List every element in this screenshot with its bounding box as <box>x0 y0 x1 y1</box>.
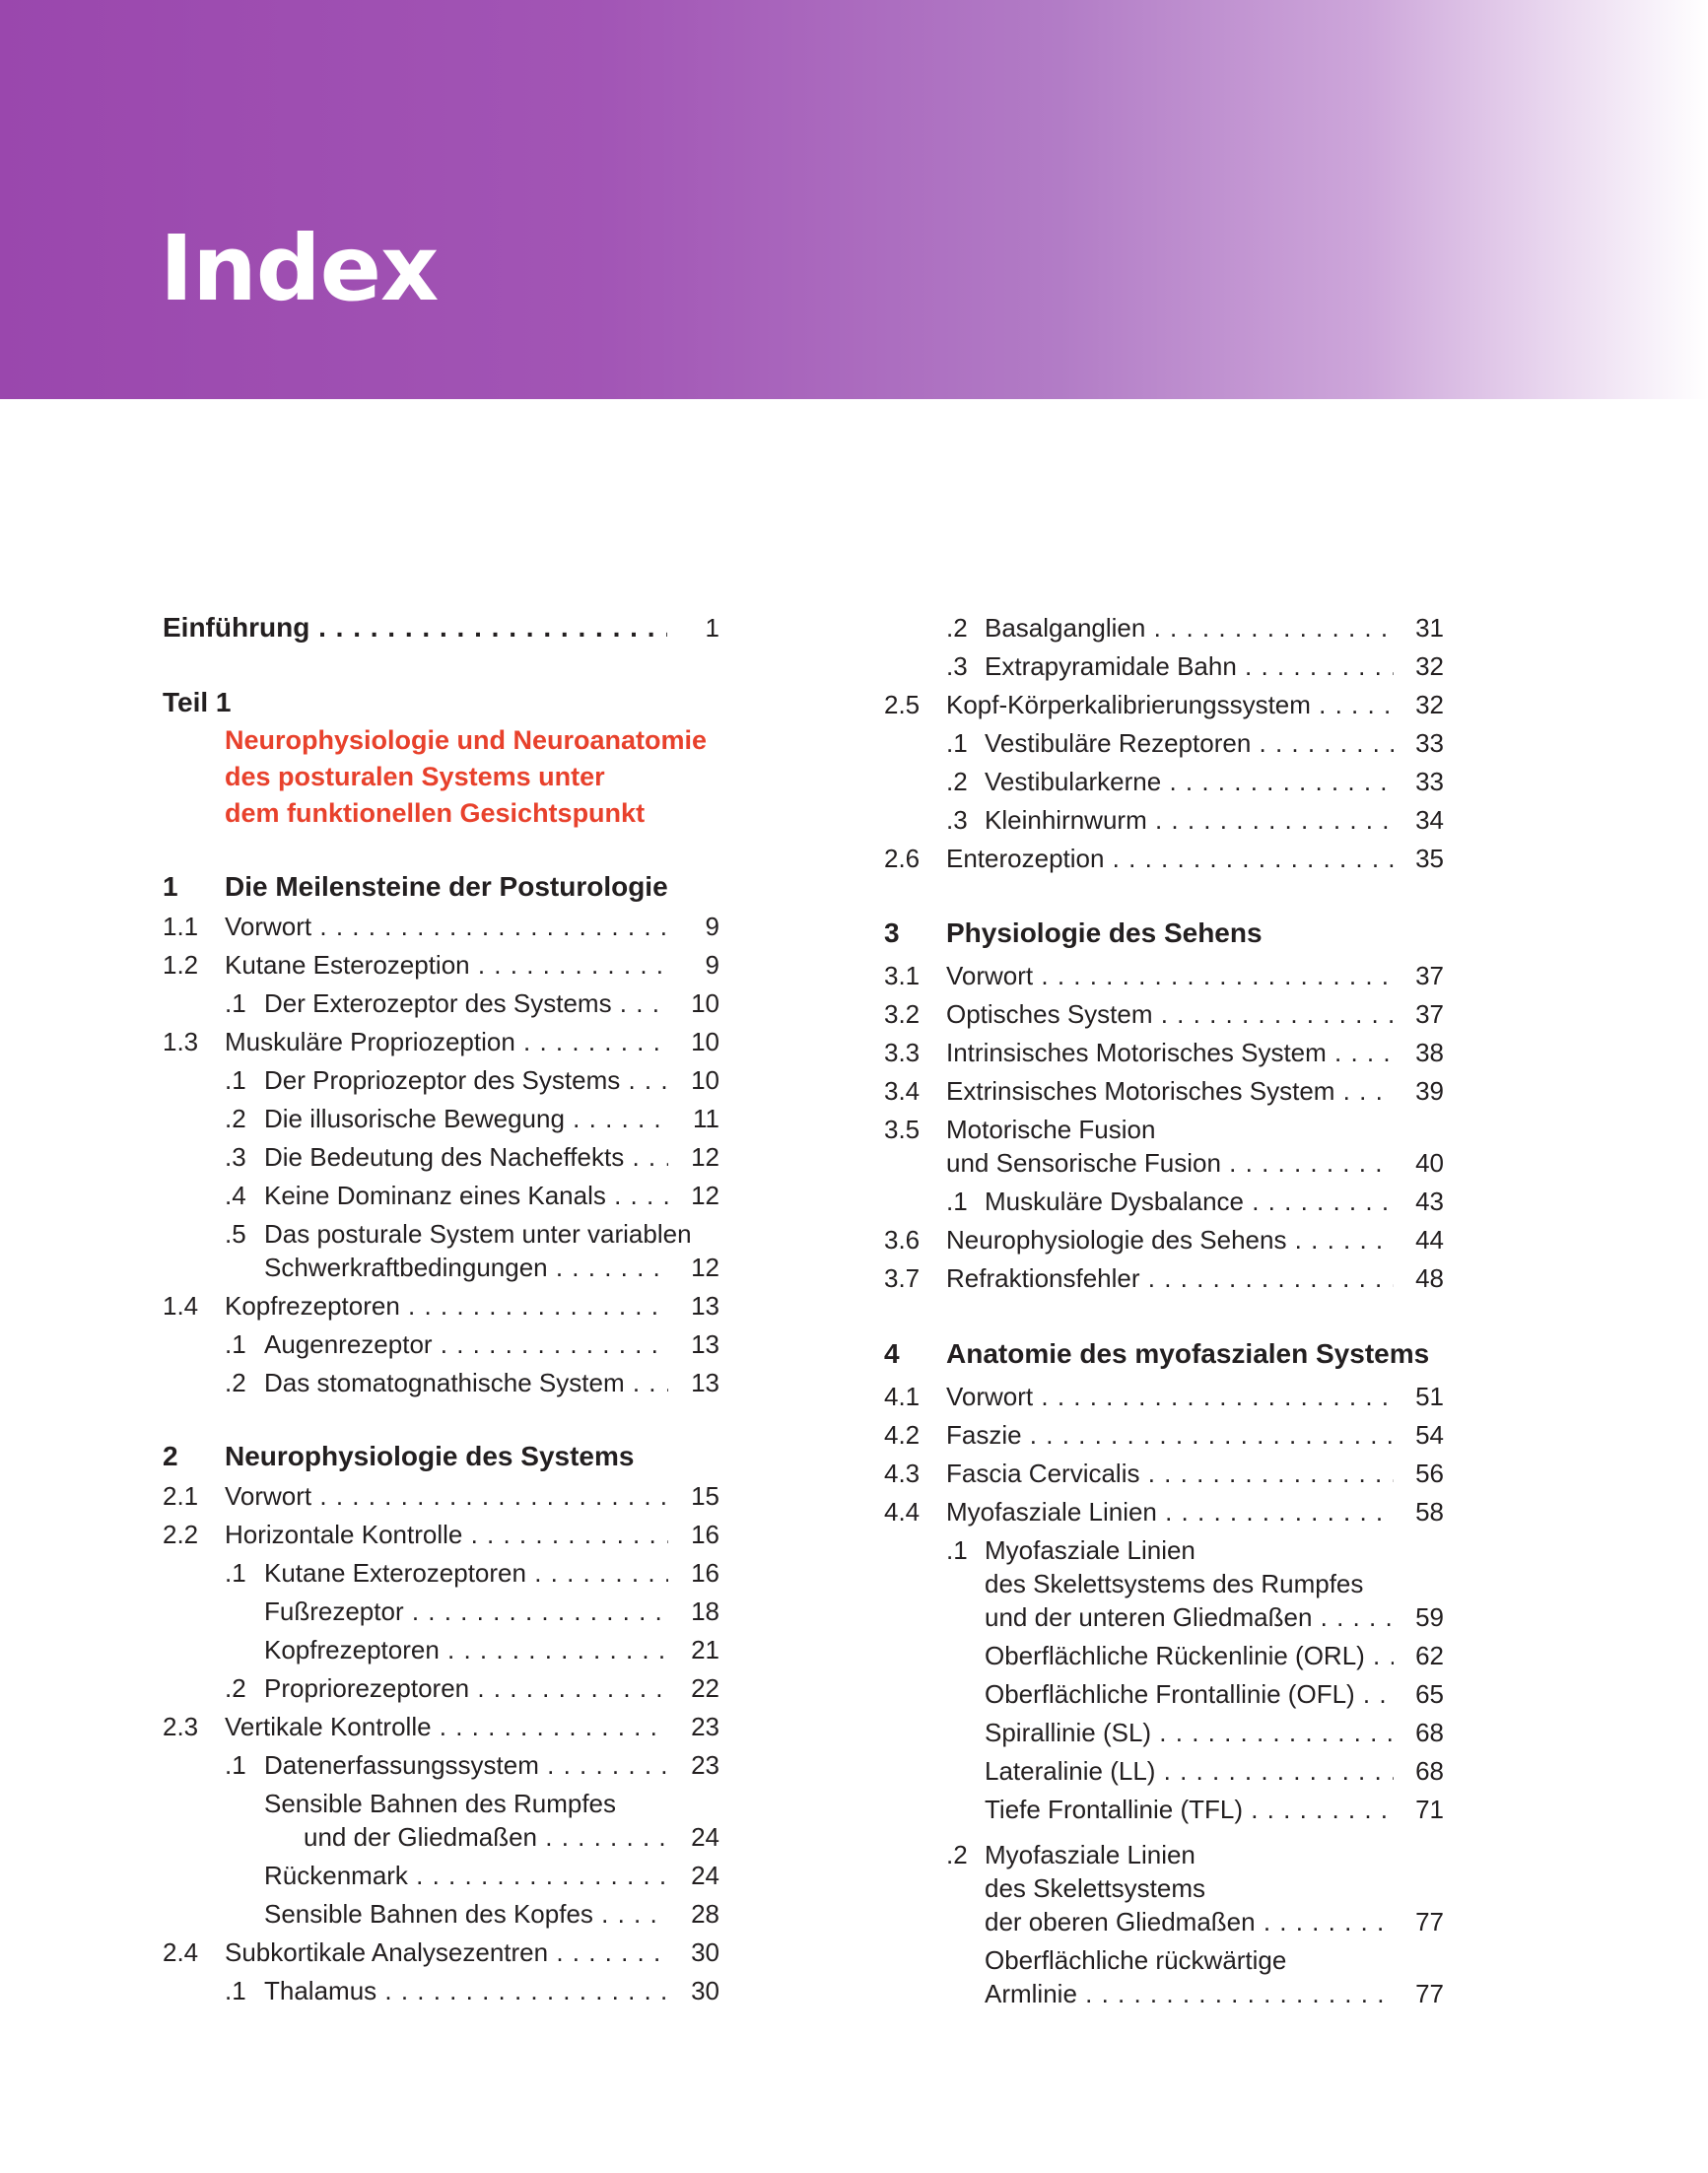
entry-number: 1.4 <box>163 1291 199 1321</box>
entry-title: Enterozeption . . . <box>946 842 1394 875</box>
page-title: Index <box>160 216 439 321</box>
entry-title: Myofasziale Linien . . . <box>946 1495 1394 1528</box>
entry-page: 43 <box>1415 1187 1444 1216</box>
entry-page: 10 <box>691 1027 719 1056</box>
entry-page: 12 <box>691 1142 719 1172</box>
entry-number: 3.1 <box>884 961 921 990</box>
entry-number: .5 <box>225 1219 246 1249</box>
entry-title-line: Myofasziale Linien <box>985 1840 1196 1869</box>
entry-number: .2 <box>946 767 968 796</box>
entry-title-line: des Skelettsystems des Rumpfes <box>985 1569 1364 1598</box>
entry-title: Das stomatognathische System . . . <box>264 1366 668 1399</box>
entry-number: 3.2 <box>884 999 921 1029</box>
entry-number: .1 <box>225 1329 246 1359</box>
entry-title: Armlinie . . . <box>985 1977 1394 2010</box>
entry-title: Die Bedeutung des Nacheffekts . . . <box>264 1140 668 1174</box>
entry-page: 22 <box>691 1673 719 1703</box>
entry-page: 31 <box>1415 613 1444 643</box>
entry-number: 3.4 <box>884 1076 921 1106</box>
entry-number: 4.4 <box>884 1497 921 1527</box>
entry-title: und Sensorische Fusion . . . <box>946 1146 1394 1180</box>
part-subtitle-line-3: dem funktionellen Gesichtspunkt <box>225 798 646 828</box>
entry-number: .1 <box>946 1535 968 1565</box>
entry-title: Optisches System . . . <box>946 997 1394 1031</box>
entry-title: Subkortikale Analysezentren . . . <box>225 1935 668 1969</box>
entry-number: .3 <box>225 1142 246 1172</box>
entry-number: .1 <box>225 1750 246 1780</box>
chapter-number: 4 <box>884 1338 900 1369</box>
chapter-number: 1 <box>163 871 178 902</box>
entry-title: Extrapyramidale Bahn . . . <box>985 649 1394 683</box>
entry-title: Vorwort . . . <box>946 1380 1394 1413</box>
entry-page: 39 <box>1415 1076 1444 1106</box>
entry-page: 23 <box>691 1712 719 1741</box>
entry-number: .2 <box>225 1673 246 1703</box>
entry-page: 11 <box>693 1104 719 1133</box>
entry-page: 37 <box>1415 961 1444 990</box>
entry-page: 12 <box>691 1181 719 1210</box>
entry-number: .2 <box>946 1840 968 1869</box>
entry-page: 35 <box>1415 844 1444 873</box>
entry-page: 13 <box>691 1368 719 1397</box>
entry-title: Kleinhirnwurm . . . <box>985 803 1394 837</box>
entry-number: 4.1 <box>884 1382 921 1411</box>
entry-number: 4.2 <box>884 1420 921 1450</box>
entry-page: 15 <box>691 1481 719 1511</box>
entry-number: .3 <box>946 805 968 835</box>
entry-number: 1.2 <box>163 950 199 980</box>
entry-title: Augenrezeptor . . . <box>264 1327 668 1361</box>
entry-title: Vertikale Kontrolle . . . <box>225 1710 668 1743</box>
part-subtitle-line-2: des posturalen Systems unter <box>225 762 605 791</box>
entry-title-line: des Skelettsystems <box>985 1873 1205 1903</box>
entry-number: 3.7 <box>884 1263 921 1293</box>
part-label: Teil 1 <box>163 687 232 717</box>
entry-page: 32 <box>1415 651 1444 681</box>
entry-number: .4 <box>225 1181 246 1210</box>
entry-page: 44 <box>1415 1225 1444 1255</box>
entry-number: 2.5 <box>884 690 921 719</box>
entry-title: Extrinsisches Motorisches System . . . <box>946 1074 1394 1108</box>
entry-number: .2 <box>946 613 968 643</box>
entry-page: 30 <box>691 1976 719 2005</box>
entry-title-line: Sensible Bahnen des Rumpfes <box>264 1789 617 1818</box>
entry-page: 12 <box>691 1253 719 1282</box>
entry-page: 24 <box>691 1822 719 1852</box>
entry-page: 77 <box>1415 1979 1444 2008</box>
entry-title: und der unteren Gliedmaßen . . . <box>985 1600 1394 1634</box>
entry-title: Kopfrezeptoren . . . <box>225 1289 668 1323</box>
entry-title: Horizontale Kontrolle . . . <box>225 1518 668 1551</box>
entry-page: 62 <box>1415 1641 1444 1670</box>
entry-number: .1 <box>225 1065 246 1095</box>
entry-title: Refraktionsfehler . . . <box>946 1261 1394 1295</box>
entry-number: 2.2 <box>163 1520 199 1549</box>
entry-page: 9 <box>705 950 719 980</box>
entry-title: Kopfrezeptoren . . . <box>264 1633 668 1666</box>
entry-page: 68 <box>1415 1718 1444 1747</box>
entry-page: 30 <box>691 1937 719 1967</box>
entry-page: 13 <box>691 1329 719 1359</box>
entry-number: 3.6 <box>884 1225 921 1255</box>
entry-title: Thalamus . . . <box>264 1974 668 2007</box>
entry-page: 68 <box>1415 1756 1444 1786</box>
entry-page: 37 <box>1415 999 1444 1029</box>
entry-title: Neurophysiologie des Sehens . . . <box>946 1223 1394 1256</box>
entry-title-line: Myofasziale Linien <box>985 1535 1196 1565</box>
entry-page: 65 <box>1415 1679 1444 1709</box>
entry-page: 58 <box>1415 1497 1444 1527</box>
entry-page: 77 <box>1415 1907 1444 1936</box>
entry-title-line: Oberflächliche rückwärtige <box>985 1945 1287 1975</box>
entry-number: .1 <box>946 1187 968 1216</box>
entry-title: Vorwort . . . <box>225 1479 668 1513</box>
entry-title: Oberflächliche Frontallinie (OFL) . . . <box>985 1677 1394 1711</box>
chapter-title: Neurophysiologie des Systems <box>225 1441 635 1471</box>
entry-title: Kutane Esterozeption . . . <box>225 948 668 982</box>
entry-page: 24 <box>691 1861 719 1890</box>
toc-intro-page: 1 <box>705 613 719 643</box>
entry-number: 3.5 <box>884 1115 921 1144</box>
entry-page: 33 <box>1415 767 1444 796</box>
entry-number: .2 <box>225 1104 246 1133</box>
chapter-number: 3 <box>884 917 900 948</box>
header-banner <box>0 0 1708 399</box>
entry-page: 51 <box>1415 1382 1444 1411</box>
entry-number: 1.3 <box>163 1027 199 1056</box>
entry-page: 38 <box>1415 1038 1444 1067</box>
entry-title: Propriorezeptoren . . . <box>264 1671 668 1705</box>
entry-title-line: Das posturale System unter variablen <box>264 1219 692 1249</box>
entry-page: 33 <box>1415 728 1444 758</box>
entry-page: 71 <box>1415 1795 1444 1824</box>
entry-number: .1 <box>946 728 968 758</box>
entry-title: Fußrezeptor . . . <box>264 1595 668 1628</box>
entry-title: Vorwort . . . <box>946 959 1394 992</box>
entry-number: .1 <box>225 1976 246 2005</box>
entry-title: Faszie . . . <box>946 1418 1394 1452</box>
entry-number: 2.6 <box>884 844 921 873</box>
entry-page: 54 <box>1415 1420 1444 1450</box>
entry-number: .1 <box>225 1558 246 1588</box>
chapter-title: Physiologie des Sehens <box>946 917 1263 948</box>
entry-number: 3.3 <box>884 1038 921 1067</box>
chapter-number: 2 <box>163 1441 178 1471</box>
entry-title: Keine Dominanz eines Kanals . . . <box>264 1179 668 1212</box>
entry-page: 34 <box>1415 805 1444 835</box>
entry-title: Vestibuläre Rezeptoren . . . <box>985 726 1394 760</box>
entry-title: Intrinsisches Motorisches System . . . <box>946 1036 1394 1069</box>
chapter-title: Die Meilensteine der Posturologie <box>225 871 668 902</box>
entry-title: Lateralinie (LL) . . . <box>985 1754 1394 1788</box>
entry-page: 40 <box>1415 1148 1444 1178</box>
entry-title: Der Propriozeptor des Systems . . . <box>264 1063 668 1097</box>
entry-title: Datenerfassungssystem . . . <box>264 1748 668 1782</box>
entry-page: 21 <box>691 1635 719 1664</box>
entry-title: Vorwort . . . <box>225 910 668 943</box>
entry-title: Oberflächliche Rückenlinie (ORL) . . . <box>985 1639 1394 1672</box>
entry-page: 13 <box>691 1291 719 1321</box>
entry-number: .3 <box>946 651 968 681</box>
entry-number: 2.4 <box>163 1937 199 1967</box>
entry-number: 1.1 <box>163 912 199 941</box>
toc-intro-title: Einführung . . . <box>163 611 667 645</box>
entry-title: der oberen Gliedmaßen . . . <box>985 1905 1394 1938</box>
entry-page: 56 <box>1415 1459 1444 1488</box>
entry-title: Spirallinie (SL) . . . <box>985 1716 1394 1749</box>
entry-title: Die illusorische Bewegung . . . <box>264 1102 668 1135</box>
entry-number: 2.3 <box>163 1712 199 1741</box>
entry-title: Muskuläre Dysbalance . . . <box>985 1185 1394 1218</box>
entry-number: 2.1 <box>163 1481 199 1511</box>
entry-page: 28 <box>691 1899 719 1929</box>
entry-number: .2 <box>225 1368 246 1397</box>
entry-page: 18 <box>691 1596 719 1626</box>
entry-title: Kutane Exterozeptoren . . . <box>264 1556 668 1590</box>
entry-number: 4.3 <box>884 1459 921 1488</box>
entry-page: 10 <box>691 1065 719 1095</box>
entry-page: 23 <box>691 1750 719 1780</box>
entry-title: Vestibularkerne . . . <box>985 765 1394 798</box>
entry-page: 10 <box>691 988 719 1018</box>
entry-title: Sensible Bahnen des Kopfes . . . <box>264 1897 668 1931</box>
entry-page: 48 <box>1415 1263 1444 1293</box>
entry-title-line: Motorische Fusion <box>946 1115 1156 1144</box>
part-subtitle-line-1: Neurophysiologie und Neuroanatomie <box>225 725 708 755</box>
entry-title: und der Gliedmaßen . . . <box>304 1820 668 1854</box>
entry-title: Rückenmark . . . <box>264 1859 668 1892</box>
entry-title: Fascia Cervicalis . . . <box>946 1457 1394 1490</box>
entry-page: 16 <box>691 1520 719 1549</box>
entry-title: Muskuläre Propriozeption . . . <box>225 1025 668 1058</box>
entry-title: Schwerkraftbedingungen . . . <box>264 1251 668 1284</box>
entry-page: 59 <box>1415 1602 1444 1632</box>
entry-title: Der Exterozeptor des Systems . . . <box>264 986 668 1020</box>
chapter-title: Anatomie des myofaszialen Systems <box>946 1338 1430 1369</box>
entry-title: Tiefe Frontallinie (TFL) . . . <box>985 1793 1394 1826</box>
entry-page: 16 <box>691 1558 719 1588</box>
entry-title: Kopf-Körperkalibrierungssystem . . . <box>946 688 1394 721</box>
entry-page: 9 <box>705 912 719 941</box>
entry-title: Basalganglien . . . <box>985 611 1394 645</box>
entry-number: .1 <box>225 988 246 1018</box>
entry-page: 32 <box>1415 690 1444 719</box>
